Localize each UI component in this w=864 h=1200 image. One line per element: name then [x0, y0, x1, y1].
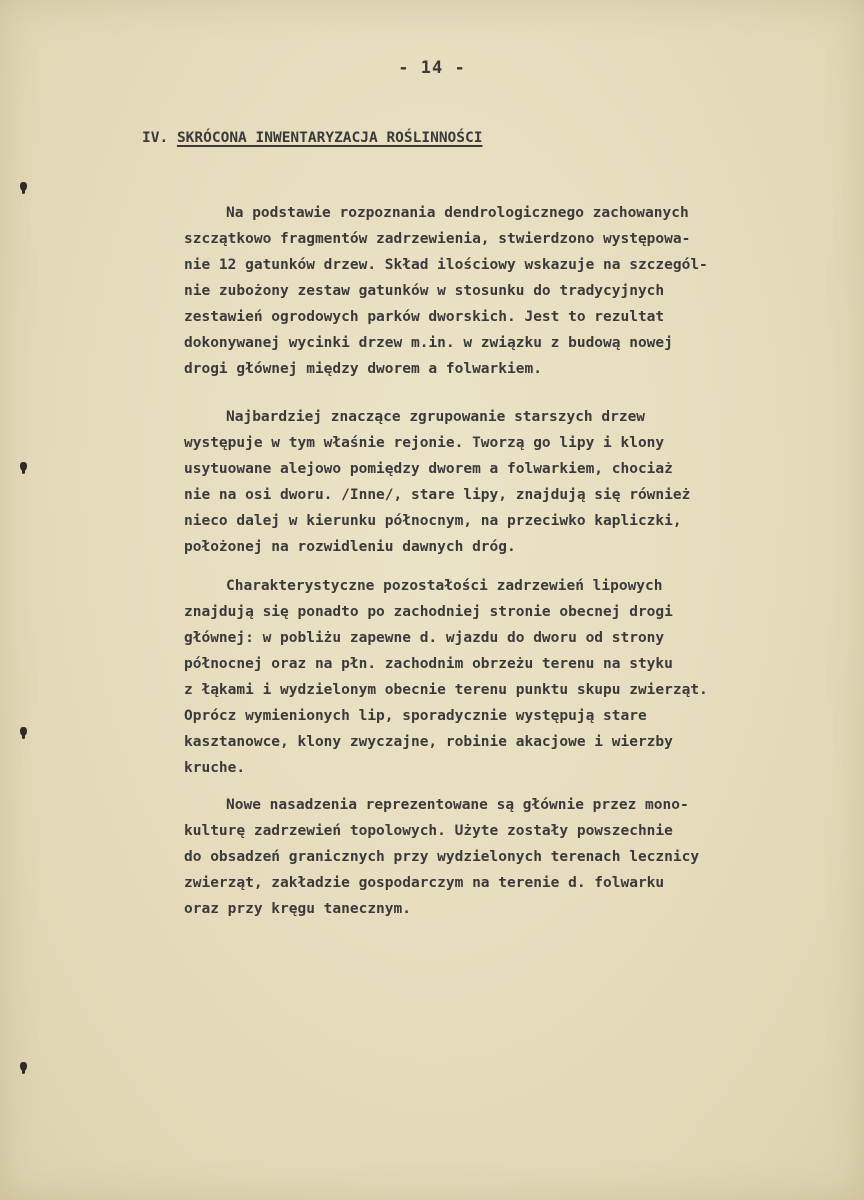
text-line: zestawień ogrodowych parków dworskich. Jest to rezultat	[184, 309, 665, 325]
text-line: kulturę zadrzewień topolowych. Użyte zostały powszechnie	[184, 823, 673, 839]
punch-hole-mark	[20, 727, 27, 736]
text-line: położonej na rozwidleniu dawnych dróg.	[184, 539, 516, 555]
text-line: nie na osi dworu. /Inne/, stare lipy, znajdują się również	[184, 487, 691, 503]
text-line: Charakterystyczne pozostałości zadrzewień lipowych	[226, 578, 663, 594]
text-line: głównej: w pobliżu zapewne d. wjazdu do dworu od strony	[184, 630, 665, 646]
text-line: kruche.	[184, 760, 246, 776]
text-line: szczątkowo fragmentów zadrzewienia, stwierdzono występowa-	[184, 231, 691, 247]
text-line: Na podstawie rozpoznania dendrologicznego zachowanych	[226, 205, 689, 221]
text-line: drogi głównej między dworem a folwarkiem.	[184, 361, 542, 377]
text-line: występuje w tym właśnie rejonie. Tworzą go lipy i klony	[184, 435, 665, 451]
paragraph-3	[184, 573, 844, 781]
text-line: nie 12 gatunków drzew. Skład ilościowy wskazuje na szczegól-	[184, 257, 708, 273]
section-heading	[142, 130, 482, 146]
paragraph-1	[184, 200, 844, 382]
section-number: IV.	[142, 130, 169, 146]
punch-hole-mark	[20, 1062, 27, 1071]
text-line: Oprócz wymienionych lip, sporadycznie występują stare	[184, 708, 647, 724]
text-line: Nowe nasadzenia reprezentowane są głównie przez mono-	[226, 797, 689, 813]
text-line: z łąkami i wydzielonym obecnie terenu punktu skupu zwierząt.	[184, 682, 708, 698]
text-line: oraz przy kręgu tanecznym.	[184, 901, 411, 917]
punch-hole-mark	[20, 182, 27, 191]
page-number: - 14 -	[398, 58, 466, 78]
paragraph-4	[184, 792, 844, 922]
punch-hole-mark	[20, 462, 27, 471]
text-line: nie zubożony zestaw gatunków w stosunku do tradycyjnych	[184, 283, 665, 299]
section-title: SKRÓCONA INWENTARYZACJA ROŚLINNOŚCI	[176, 130, 483, 146]
text-line: usytuowane alejowo pomiędzy dworem a folwarkiem, chociaż	[184, 461, 673, 477]
text-line: dokonywanej wycinki drzew m.in. w związku z budową nowej	[184, 335, 673, 351]
text-line: znajdują się ponadto po zachodniej stronie obecnej drogi	[184, 604, 673, 620]
paragraph-2	[184, 404, 844, 560]
text-line: zwierząt, zakładzie gospodarczym na terenie d. folwarku	[184, 875, 665, 891]
text-line: nieco dalej w kierunku północnym, na przeciwko kapliczki,	[184, 513, 682, 529]
text-line: północnej oraz na płn. zachodnim obrzeżu terenu na styku	[184, 656, 673, 672]
text-line: kasztanowce, klony zwyczajne, robinie akacjowe i wierzby	[184, 734, 673, 750]
text-line: Najbardziej znaczące zgrupowanie starszych drzew	[226, 409, 646, 425]
text-line: do obsadzeń granicznych przy wydzielonych terenach lecznicy	[184, 849, 700, 865]
